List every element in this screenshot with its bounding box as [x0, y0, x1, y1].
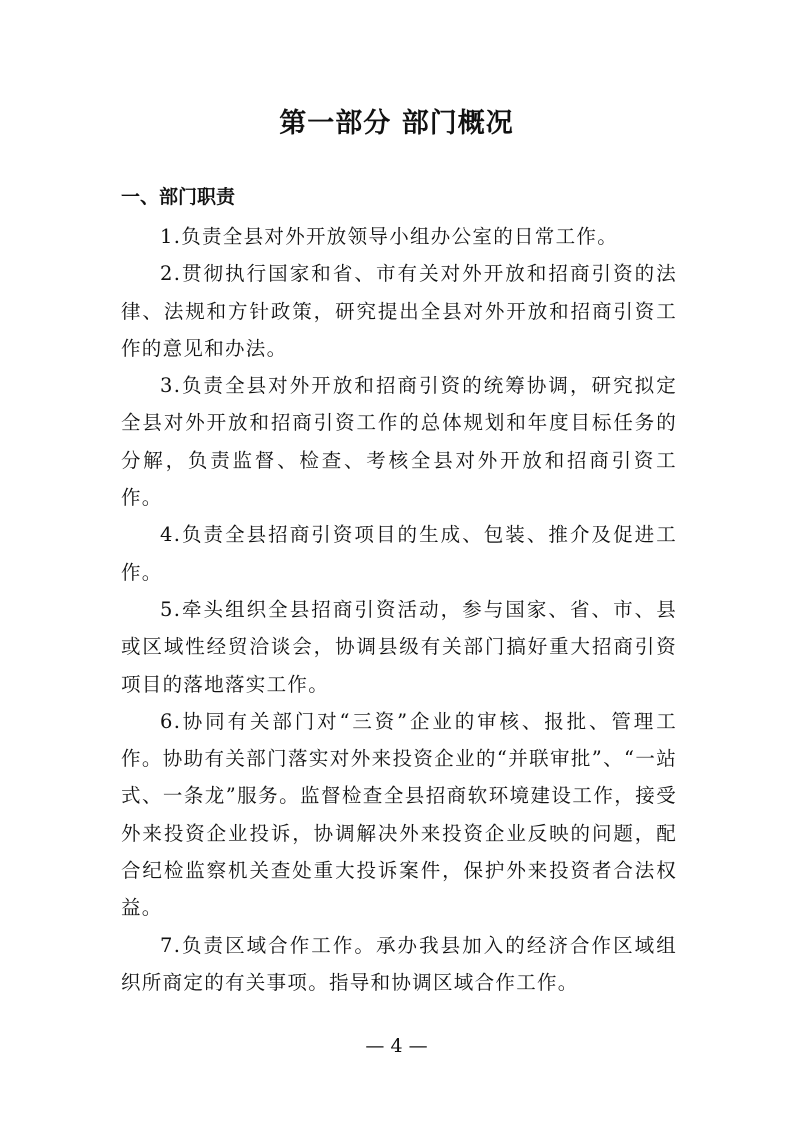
body-text — [121, 218, 677, 1001]
paragraph-5: 5.牵头组织全县招商引资活动，参与国家、省、市、县或区域性经贸洽谈会，协调县级有关部门搞好重大招商引资项目的落地落实工作。 — [121, 597, 677, 696]
paragraph-1: 1.负责全县对外开放领导小组办公室的日常工作。 — [160, 225, 619, 248]
paragraph-7: 7.负责区域合作工作。承办我县加入的经济合作区域组织所商定的有关事项。指导和协调区域合作工作。 — [121, 933, 677, 994]
section-heading: 一、部门职责 — [121, 186, 236, 208]
paragraph-2: 2.贯彻执行国家和省、市有关对外开放和招商引资的法律、法规和方针政策，研究提出全县对外开放和招商引资工作的意见和办法。 — [121, 262, 677, 360]
page-title: 第一部分 部门概况 — [279, 108, 514, 139]
page-number: — 4 — — [365, 1035, 428, 1057]
paragraph-4: 4.负责全县招商引资项目的生成、包装、推介及促进工作。 — [121, 523, 677, 584]
paragraph-6: 6.协同有关部门对“三资”企业的审核、报批、管理工作。协助有关部门落实对外来投资企业的“并联审批”、“一站式、一条龙”服务。监督检查全县招商软环境建设工作，接受外来投资企业投诉，协调解决外来投资企业反映的问题，配合纪检监察机关查处重大投诉案件，保护外来投资者合法权益。 — [121, 709, 677, 920]
paragraph-3: 3.负责全县对外开放和招商引资的统筹协调，研究拟定全县对外开放和招商引资工作的总体规划和年度目标任务的分解，负责监督、检查、考核全县对外开放和招商引资工作。 — [121, 374, 677, 510]
